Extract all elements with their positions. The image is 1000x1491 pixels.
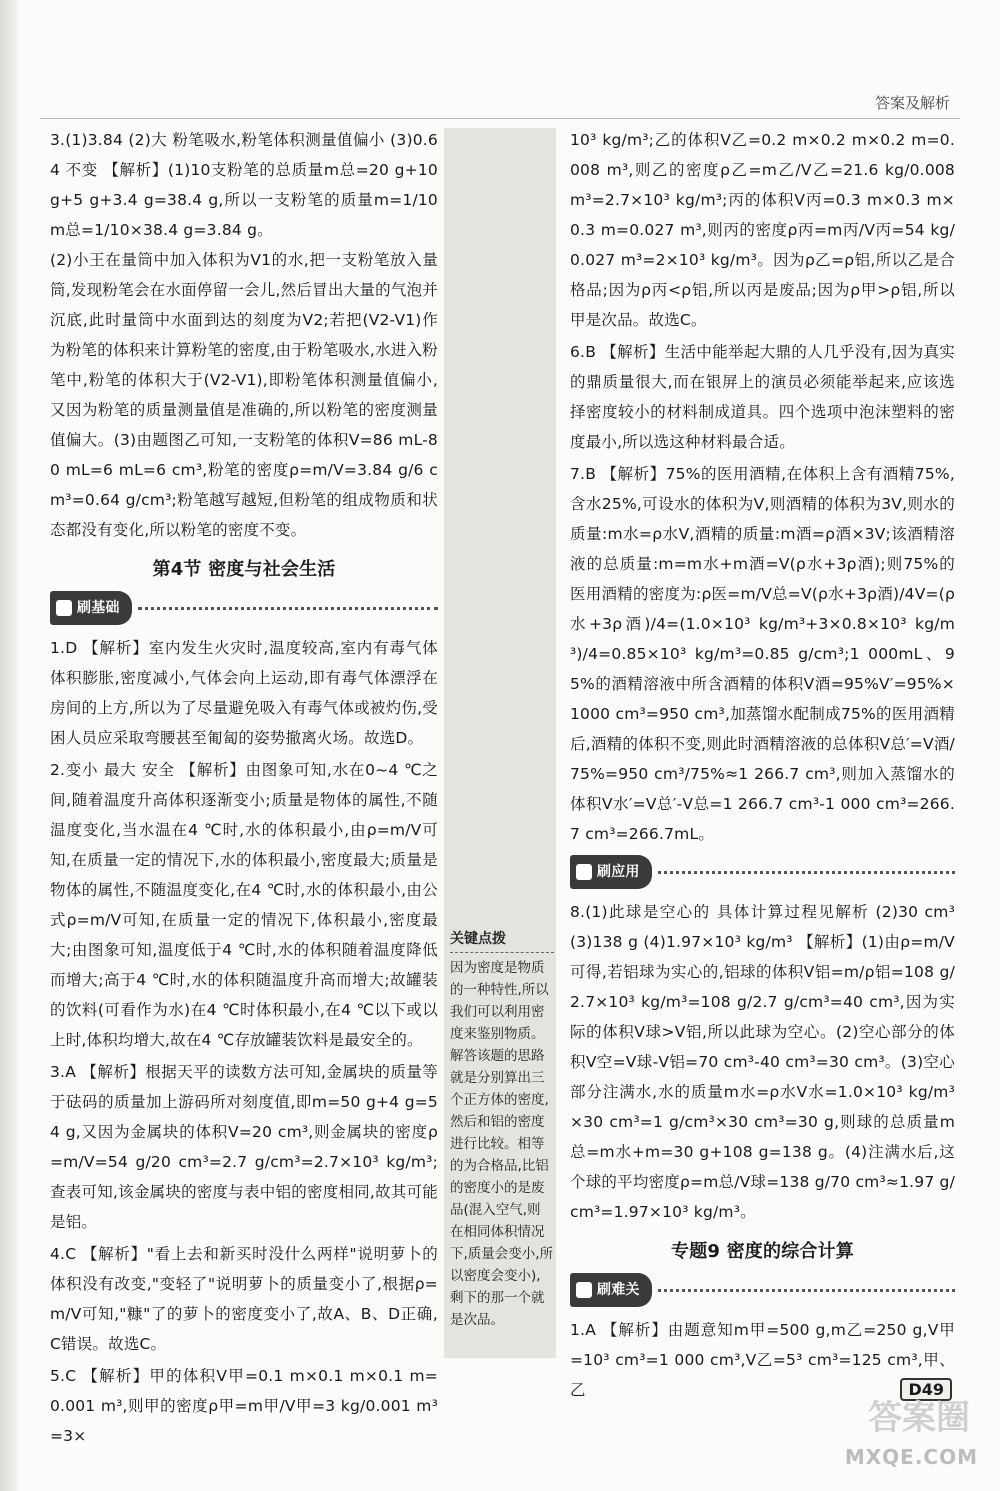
- pencil-icon: [576, 1282, 592, 1298]
- watermark-logo: 答案圈: [868, 1398, 970, 1438]
- key-tip-text: 因为密度是物质的一种特性,所以我们可以利用密度来鉴别物质。解答该题的思路就是分别算出三个正方体的密度,然后和铝的密度进行比较。相等的为合格品,比铝的密度小的是废品(混入空气,则在相同体积情况下,质量会变小,所以密度会变小),剩下的那一个就是次品。: [450, 960, 554, 1328]
- pencil-icon: [56, 600, 72, 616]
- key-tip-box: [450, 928, 554, 1331]
- answer-item-topic9-1: 1.A 【解析】由题意知m甲=500 g,m乙=250 g,V甲=10³ cm³=1 000 cm³,V乙=5³ cm³=125 cm³,甲、乙: [570, 1321, 955, 1399]
- watermark-site: MXQE.COM: [844, 1445, 978, 1469]
- answer-item-7: 7.B 【解析】75%的医用酒精,在体积上含有酒精75%,含水25%,可设水的体积为V,则酒精的体积为3V,则水的质量:m水=ρ水V,酒精的质量:m酒=ρ酒×3V;该酒精溶液的总质量:m=m水+m酒=V(ρ水+3ρ酒);则75%的医用酒精的密度为:ρ医=m/V总=V(ρ水+3ρ酒)/4V=(ρ水+3ρ酒)/4=(1.0×10³ kg/m³+3×0.8×10³ kg/m³)/4=0.85×10³ kg/m³=0.85 g/cm³;1 000mL、95%的酒精溶液中所含酒精的体积V酒=95%V′=95%×1000 cm³=950 cm³,加蒸馏水配制成75%的医用酒精后,酒精的体积不变,则此时酒精溶液的总体积V总′=V酒/75%=950 cm³/75%≈1 266.7 cm³,则加入蒸馏水的体积V水′=V总′-V总=1 266.7 cm³-1 000 cm³=266.7 cm³=266.7mL。: [570, 465, 955, 843]
- answer-item-2: 2.变小 最大 安全 【解析】由图象可知,水在0~4 ℃之间,随着温度升高体积逐渐变小;质量是物体的属性,不随温度变化,当水温在4 ℃时,水的体积最小,由ρ=m/V可知,在质量一定的情况下,水的体积最小,密度最大;质量是物体的属性,不随温度变化,在4 ℃时,水的体积最小,由公式ρ=m/V可知,在质量一定的情况下,体积最小,密度最大;由图象可知,温度低于4 ℃时,水的体积随着温度降低而增大;高于4 ℃时,水的体积随温度升高而增大;故罐装的饮料(可看作为水)在4 ℃时体积最小,在4 ℃以下或以上时,体积均增大,故在4 ℃存放罐装饮料是最安全的。: [50, 761, 438, 1049]
- q3-part1: 3.(1)3.84 (2)大 粉笔吸水,粉笔体积测量值偏小 (3)0.64 不变 【解析】(1)10支粉笔的总质量m总=20 g+10 g+5 g+3.4 g=38.4 g,所以一支粉笔的质量m=1/10m总=1/10×38.4 g=3.84 g。: [50, 131, 438, 239]
- tag-basic-label: 刷基础: [77, 600, 120, 616]
- page-number: D49: [900, 1378, 952, 1401]
- tag-basic: [50, 591, 132, 625]
- dotted-divider: [658, 871, 955, 874]
- dotted-divider: [658, 1289, 955, 1292]
- tag-apply-label: 刷应用: [597, 864, 640, 880]
- section-title-topic9: 专题9 密度的综合计算: [671, 1241, 854, 1262]
- dotted-divider: [138, 607, 438, 610]
- left-column: [50, 125, 438, 1451]
- answer-item-8: 8.(1)此球是空心的 具体计算过程见解析 (2)30 cm³ (3)138 g (4)1.97×10³ kg/m³ 【解析】(1)由ρ=m/V可得,若铝球为实心的,铝球的体积V铝=m/ρ铝=108 g/2.7×10³ kg/m³=108 g/2.7 g/cm³=40 cm³,因为实际的体积V球>V铝,所以此球为空心。(2)空心部分的体积V空=V球-V铝=70 cm³-40 cm³=30 cm³。(3)空心部分注满水,水的质量m水=ρ水V水=1.0×10³ kg/m³×30 cm³=1 g/cm³×30 cm³=30 g,则球的总质量m总=m水+m=30 g+108 g=138 g。(4)注满水后,这个球的平均密度ρ=m总/V球=138 g/70 cm³≈1.97 g/cm³=1.97×10³ kg/m³。: [570, 903, 955, 1221]
- tag-row-hard: [570, 1273, 955, 1307]
- tag-hard: [570, 1273, 652, 1307]
- q3-part2: (2)小王在量筒中加入体积为V1的水,把一支粉笔放入量筒,发现粉笔会在水面停留一会儿,然后冒出大量的气泡并沉底,此时量筒中水面到达的刻度为V2;若把(V2-V1)作为粉笔的体积来计算粉笔的密度,由于粉笔吸水,水进入粉笔中,粉笔的体积大于(V2-V1),即粉笔体积测量值偏小,又因为粉笔的质量测量值是准确的,所以粉笔的密度测量值偏大。(3)由题图乙可知,一支粉笔的体积V=86 mL-80 mL=6 mL=6 cm³,粉笔的密度ρ=m/V=3.84 g/6 cm³=0.64 g/cm³;粉笔越写越短,但粉笔的组成物质和状态都没有变化,所以粉笔的密度不变。: [50, 251, 438, 539]
- section-title-4: 第4节 密度与社会生活: [152, 559, 336, 580]
- answer-item-3: 3.A 【解析】根据天平的读数方法可知,金属块的质量等于砝码的质量加上游码所对刻度值,即m=50 g+4 g=54 g,又因为金属块的体积V=20 cm³,则金属块的密度ρ=m/V=54 g/20 cm³=2.7 g/cm³=2.7×10³ kg/m³;查表可知,该金属块的密度与表中铝的密度相同,故其可能是铝。: [50, 1063, 438, 1231]
- answer-item-6: 6.B 【解析】生活中能举起大鼎的人几乎没有,因为真实的鼎质量很大,而在银屏上的演员必须能举起来,应该选择密度较小的材料制成道具。四个选项中泡沫塑料的密度最小,所以选这种材料最合适。: [570, 343, 955, 451]
- answer-item-4: 4.C 【解析】"看上去和新买时没什么两样"说明萝卜的体积没有改变,"变轻了"说明萝卜的质量变小了,根据ρ=m/V可知,"糠"了的萝卜的密度变小了,故A、B、D正确,C错误。故选C。: [50, 1245, 438, 1353]
- answer-item-5: 5.C 【解析】甲的体积V甲=0.1 m×0.1 m×0.1 m=0.001 m³,则甲的密度ρ甲=m甲/V甲=3 kg/0.001 m³=3×: [50, 1367, 438, 1445]
- tag-apply: [570, 855, 652, 889]
- right-column: [570, 125, 955, 1405]
- tag-hard-label: 刷难关: [597, 1282, 640, 1298]
- q5-continuation: 10³ kg/m³;乙的体积V乙=0.2 m×0.2 m×0.2 m=0.008 m³,则乙的密度ρ乙=m乙/V乙=21.6 kg/0.008 m³=2.7×10³ kg/m³;丙的体积V丙=0.3 m×0.3 m×0.3 m=0.027 m³,则丙的密度ρ丙=m丙/V丙=54 kg/0.027 m³=2×10³ kg/m³。因为ρ乙=ρ铝,所以乙是合格品;因为ρ丙<ρ铝,所以丙是废品;因为ρ甲>ρ铝,所以甲是次品。故选C。: [570, 131, 955, 329]
- answer-item-1: 1.D 【解析】室内发生火灾时,温度较高,室内有毒气体体积膨胀,密度减小,气体会向上运动,即有毒气体漂浮在房间的上方,所以为了尽量避免吸入有毒气体或被灼伤,受困人员应采取弯腰甚至匍匐的姿势撤离火场。故选D。: [50, 639, 438, 747]
- tag-row-apply: [570, 855, 955, 889]
- header-divider: [40, 118, 960, 119]
- page-header-title: 答案及解析: [874, 94, 950, 112]
- key-tip-title: 关键点拨: [450, 928, 554, 953]
- tag-row-basic: [50, 591, 438, 625]
- pencil-icon: [576, 864, 592, 880]
